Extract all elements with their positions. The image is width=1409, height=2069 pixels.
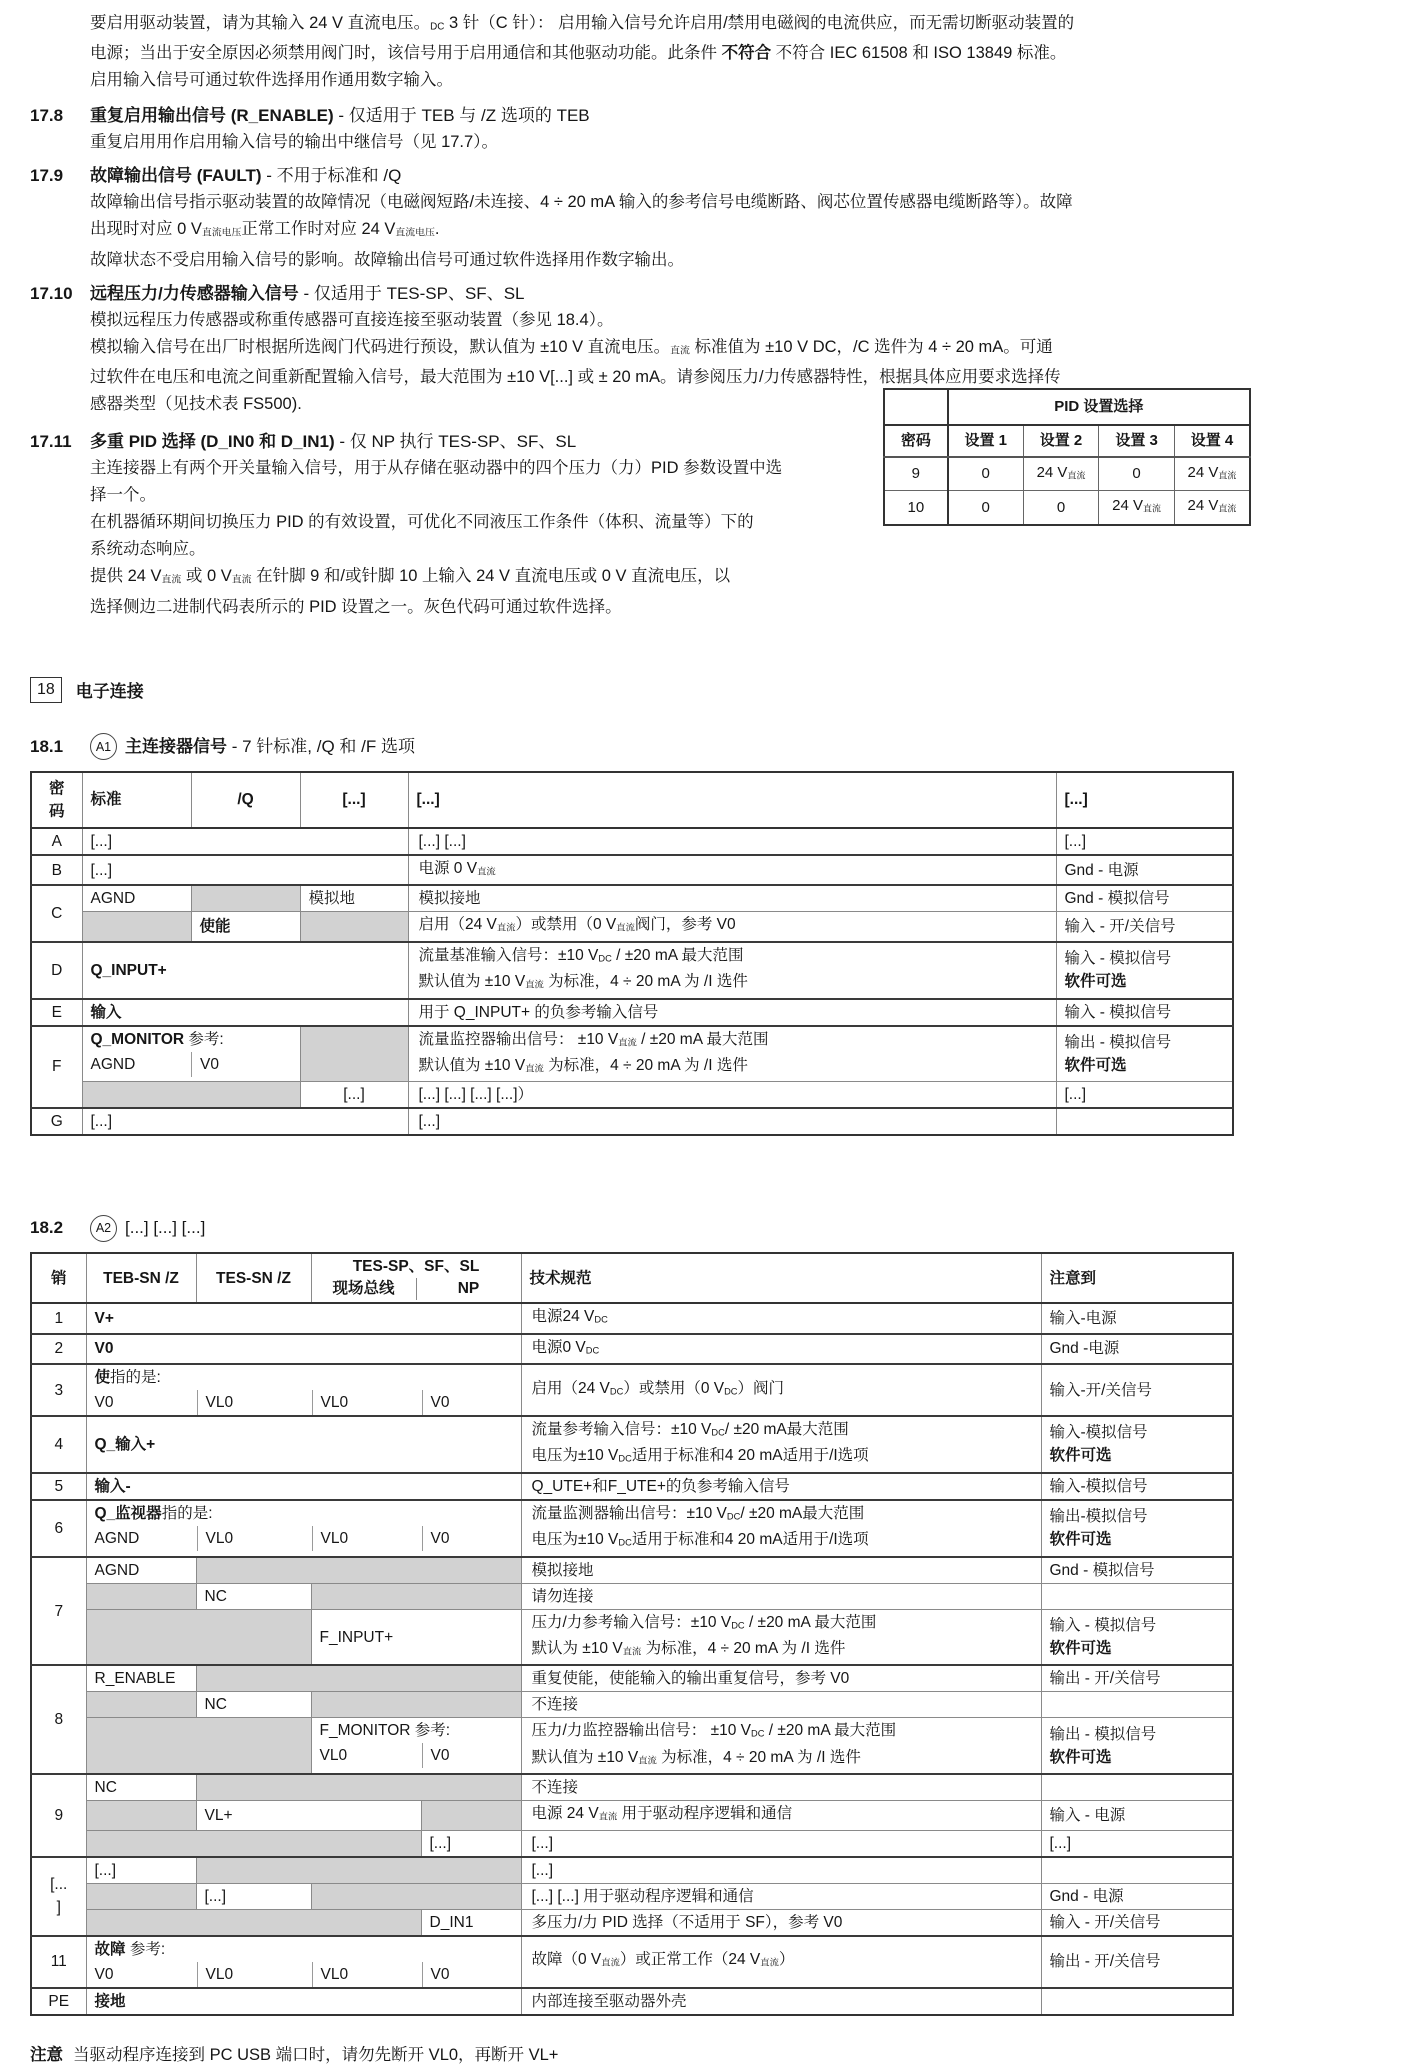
spec-cell: 请勿连接 — [521, 1583, 1041, 1609]
signal-cell: [...] — [82, 1108, 408, 1135]
table-row — [31, 1830, 1233, 1857]
spec-cell: 启用（24 $V_{DC}$）或禁用（0 $V_{DC}$）阀门 — [521, 1364, 1041, 1416]
signal-cell — [311, 1718, 521, 1774]
notes-cell: 输入 - 开/关信号 — [1041, 1909, 1233, 1936]
section-17-9-heading — [30, 162, 1379, 189]
signal-cell: NC — [86, 1774, 196, 1801]
notes-cell: 输入 - 模拟信号 软件可选 — [1041, 1609, 1233, 1665]
signal-cell: [...] — [421, 1830, 521, 1857]
notes-cell: 输入 - 电源 — [1041, 1801, 1233, 1830]
signal-cell: [...] — [196, 1883, 311, 1909]
notes-cell: Gnd - 电源 — [1041, 1883, 1233, 1909]
notes-cell: 输入-开/关信号 — [1041, 1364, 1233, 1416]
subcell: V0 — [94, 1965, 114, 1983]
section-18-1-heading — [30, 733, 1379, 761]
pin-code-cell: G — [31, 1108, 82, 1135]
signal-cell: AGND — [82, 885, 191, 912]
pin-code-cell: C — [31, 885, 82, 941]
pin-cell: PE — [31, 1988, 86, 2015]
description-cell: [...] [...] — [408, 828, 1056, 855]
subcell: AGND — [90, 1055, 136, 1073]
spec-cell: 内部连接至驱动器外壳 — [521, 1988, 1041, 2015]
description-cell: 模拟接地 — [408, 885, 1056, 912]
notes-cell: 输入-模拟信号 — [1041, 1473, 1233, 1500]
signal-cell: 使能 — [191, 912, 300, 942]
section-17-9-body — [90, 189, 1379, 273]
pin-cell: [... ] — [31, 1857, 86, 1936]
signal-cell: 输入- — [86, 1473, 521, 1500]
pin-cell: 5 — [31, 1473, 86, 1500]
table-row — [31, 1718, 1233, 1774]
notes-cell: [...] — [1041, 1830, 1233, 1857]
description-cell: 流量基准输入信号：±10 $V_{DC} / \pm 20$ mA 最大范围 默认值为 ±10 $V_{直流}$ 为标准，4 ÷ 20 mA 为 /I 选件 — [408, 942, 1056, 999]
pid-row — [884, 457, 1250, 491]
table-row — [31, 1303, 1233, 1333]
signal-cell: [...] — [82, 828, 408, 855]
signal-cell: 接地 — [86, 1988, 521, 2015]
col-header-option: [...] — [300, 772, 408, 828]
spec-cell: 电源0 $V_{DC}$ — [521, 1334, 1041, 1364]
pin-code-cell: E — [31, 999, 82, 1026]
pin-cell: 3 — [31, 1364, 86, 1416]
body-line: 在机器循环期间切换压力 PID 的有效设置，可优化不同液压工作条件（体积、流量等）下的 — [90, 513, 754, 532]
notes-cell: 输出 - 模拟信号 软件可选 — [1041, 1718, 1233, 1774]
section-number: 17.10 — [30, 283, 73, 303]
section-17-10-heading — [30, 280, 1379, 307]
col-header-q-option: /Q — [191, 772, 300, 828]
spec-cell: 多压力/力 PID 选择（不适用于 SF），参考 V0 — [521, 1909, 1041, 1936]
table-row — [31, 942, 1233, 999]
pin-cell: 1 — [31, 1303, 86, 1333]
section-number: 18.2 — [30, 1218, 64, 1238]
description-cell: 用于 Q_INPUT+ 的负参考输入信号 — [408, 999, 1056, 1026]
pid-value-cell: 0 — [948, 491, 1024, 525]
body-line: 提供 24 $V_{直流}$ 或 0 $V_{直流}$ 在针脚 9 和/或针脚 10 上输入 24 V 直流电压或 0 V 直流电压，以 — [90, 567, 731, 586]
subcell: V0 — [422, 1743, 521, 1768]
col-header-teb: TEB-SN /Z — [86, 1253, 196, 1303]
disabled-cell — [311, 1883, 521, 1909]
notes-cell: 输入-电源 — [1041, 1303, 1233, 1333]
signal-cell: R_ENABLE — [86, 1665, 196, 1692]
group-subheaders — [312, 1278, 521, 1300]
notes-cell: [...] — [1056, 828, 1233, 855]
section-18-number-box: 18 — [30, 677, 62, 703]
body-line: 择一个。 — [90, 486, 156, 505]
table-row — [31, 855, 1233, 885]
notes-cell — [1041, 1692, 1233, 1718]
pin-code-cell: D — [31, 942, 82, 999]
notes-cell: 输出-模拟信号 软件可选 — [1041, 1500, 1233, 1557]
subcell: VL0 — [319, 1747, 348, 1765]
disabled-cell — [300, 1026, 408, 1082]
section-title: 主连接器信号 - 7 针标准, /Q 和 /F 选项 — [125, 736, 415, 756]
col-header-pin: 销 — [31, 1253, 86, 1303]
section-number: 17.9 — [30, 166, 64, 186]
disabled-cell — [196, 1557, 521, 1584]
table-row — [31, 1883, 1233, 1909]
signal-subcells — [87, 1390, 521, 1415]
subcell: V0 — [191, 1052, 300, 1077]
section-number: 17.8 — [30, 106, 64, 126]
pid-value-cell: 24 $V_{直流}$ — [1023, 457, 1099, 491]
pid-row — [884, 491, 1250, 525]
table-row — [31, 1473, 1233, 1500]
col-header-notes: [...] — [1056, 772, 1233, 828]
description-cell: 电源 0 $V_{直流}$ — [408, 855, 1056, 885]
pin-cell: 11 — [31, 1936, 86, 1988]
pin-cell: 6 — [31, 1500, 86, 1557]
description-cell: 流量监控器输出信号： ±10 $V_{直流} / \pm 20$ mA 最大范围 默认值为 ±10 $V_{直流}$ 为标准，4 ÷ 20 mA 为 /I 选件 — [408, 1026, 1056, 1082]
section-18-title: 电子连接 — [75, 682, 144, 702]
pid-table-title: PID 设置选择 — [948, 389, 1250, 425]
signal-label: Q_MONITOR 参考: — [90, 1030, 224, 1048]
pid-corner-cell — [884, 389, 948, 425]
pin-code-cell: A — [31, 828, 82, 855]
disabled-cell — [311, 1583, 521, 1609]
table-row — [31, 912, 1233, 942]
section-title: [...] [...] [...] — [125, 1218, 206, 1238]
table-row — [31, 999, 1233, 1026]
table-row — [31, 828, 1233, 855]
subcell: VL0 — [312, 1526, 422, 1551]
notes-cell: 输入 - 模拟信号 软件可选 — [1056, 942, 1233, 999]
spec-cell: [...] — [521, 1857, 1041, 1884]
notes-cell: 输出 - 开/关信号 — [1041, 1936, 1233, 1988]
spec-cell: 电源 24 $V_{直流}$ 用于驱动程序逻辑和通信 — [521, 1801, 1041, 1830]
spec-cell: 电源24 $V_{DC}$ — [521, 1303, 1041, 1333]
spec-cell: 故障（0 $V_{直流}$）或正常工作（24 $V_{直流}$） — [521, 1936, 1041, 1988]
notes-cell: [...] — [1056, 1082, 1233, 1109]
disabled-cell — [196, 1857, 521, 1884]
col-header-tes: TES-SN /Z — [196, 1253, 311, 1303]
signal-cell: Q_输入+ — [86, 1416, 521, 1473]
pid-value-cell: 0 — [948, 457, 1024, 491]
notes-cell: 输入-模拟信号 软件可选 — [1041, 1416, 1233, 1473]
body-line: 故障输出信号指示驱动装置的故障情况（电磁阀短路/未连接、4 ÷ 20 mA 输入的参考信号电缆断路、阀芯位置传感器电缆断路等）。故障 — [90, 193, 1073, 212]
signal-subcells — [312, 1743, 521, 1768]
section-title: 故障输出信号 (FAULT) - 不用于标准和 /Q — [90, 166, 402, 186]
pin-cell: 2 — [31, 1334, 86, 1364]
disabled-cell — [82, 1082, 300, 1109]
col-header-fieldbus: 现场总线 — [332, 1280, 395, 1298]
table-row — [31, 1364, 1233, 1416]
signal-cell: [...] — [300, 1082, 408, 1109]
section-number: 17.11 — [30, 432, 72, 452]
signal-cell: V+ — [86, 1303, 521, 1333]
disabled-cell — [196, 1665, 521, 1692]
disabled-cell — [86, 1692, 196, 1718]
signal-cell: VL+ — [196, 1801, 421, 1830]
intro-line: 要启用驱动装置，请为其输入 24 V 直流电压。$_{DC}$ 3 针（C 针）： 启用输入信号允许启用/禁用电磁阀的电流供应，而无需切断驱动装置的 — [90, 14, 1075, 33]
pid-setting-selection-table — [883, 388, 1251, 526]
pid-value-cell: 0 — [1099, 457, 1175, 491]
col-header-standard: 标准 — [82, 772, 191, 828]
spec-cell: 模拟接地 — [521, 1557, 1041, 1584]
spec-cell: 压力/力参考输入信号：±10 $V_{DC} / \pm 20$ mA 最大范围 默认为 ±10 $V_{直流}$ 为标准，4 ÷ 20 mA 为 /I 选件 — [521, 1609, 1041, 1665]
notes-cell — [1041, 1988, 1233, 2015]
table-row — [31, 1665, 1233, 1692]
signal-cell: V0 — [86, 1334, 521, 1364]
disabled-cell — [86, 1583, 196, 1609]
subcell: VL0 — [312, 1962, 422, 1987]
main-connector-signals-table — [30, 771, 1234, 1136]
col-header-code: 密 码 — [31, 772, 82, 828]
signal-label: 故障 参考: — [94, 1940, 166, 1958]
section-number: 18.1 — [30, 736, 64, 756]
signal-subcells — [87, 1962, 521, 1987]
signal-cell: AGND — [86, 1557, 196, 1584]
notes-cell: 输出 - 开/关信号 — [1041, 1665, 1233, 1692]
table-row — [31, 1774, 1233, 1801]
notes-cell: Gnd - 电源 — [1056, 855, 1233, 885]
subcell: VL0 — [312, 1390, 422, 1415]
pid-code-cell: 9 — [884, 457, 948, 491]
connector-a2-badge: A2 — [90, 1215, 117, 1242]
signal-subcells — [87, 1526, 521, 1551]
description-cell: [...] — [408, 1108, 1056, 1135]
signal-label: 使指的是: — [94, 1369, 161, 1387]
body-line: 感器类型（见技术表 FS500). — [90, 395, 302, 414]
notes-cell: Gnd - 模拟信号 — [1041, 1557, 1233, 1584]
pin-code-cell: F — [31, 1026, 82, 1109]
table-row — [31, 1500, 1233, 1557]
signal-cell — [82, 1026, 300, 1082]
section-title: 多重 PID 选择 (D_IN0 和 D_IN1) - 仅 NP 执行 TES-SP、SF、SL — [90, 432, 577, 452]
section-title: 重复启用输出信号 (R_ENABLE) - 仅适用于 TEB 与 /Z 选项的 TEB — [90, 106, 590, 126]
table-row — [31, 1609, 1233, 1665]
disabled-cell — [82, 912, 191, 942]
notes-cell: 输入 - 开/关信号 — [1056, 912, 1233, 942]
pid-col-header-set1: 设置 1 — [948, 425, 1024, 457]
body-line: 过软件在电压和电流之间重新配置输入信号，最大范围为 ±10 V[...] 或 ± 20 mA。请参阅压力/力传感器特性，根据具体应用要求选择传 — [90, 368, 1061, 387]
subcell: V0 — [422, 1390, 521, 1415]
section-title: 远程压力/力传感器输入信号 - 仅适用于 TES-SP、SF、SL — [90, 283, 525, 303]
usb-warning-note — [30, 2042, 1379, 2069]
pid-code-cell: 10 — [884, 491, 948, 525]
table-row — [31, 1082, 1233, 1109]
disabled-cell — [421, 1801, 521, 1830]
body-line: 故障状态不受启用输入信号的影响。故障输出信号可通过软件选择用作数字输出。 — [90, 250, 684, 269]
pid-value-cell: 24 $V_{直流}$ — [1174, 457, 1250, 491]
connector-a1-badge: A1 — [90, 733, 117, 760]
pid-col-header-set3: 设置 3 — [1099, 425, 1175, 457]
pid-value-cell: 24 $V_{直流}$ — [1174, 491, 1250, 525]
col-header-notes: 注意到 — [1041, 1253, 1233, 1303]
subcell: V0 — [422, 1962, 521, 1987]
pid-value-cell: 0 — [1023, 491, 1099, 525]
notes-cell: Gnd -电源 — [1041, 1334, 1233, 1364]
section-18-2-heading — [30, 1214, 1379, 1242]
subcell: VL0 — [197, 1962, 312, 1987]
body-line: 重复启用用作启用输入信号的输出中继信号（见 17.7）。 — [90, 133, 498, 152]
signal-cell: D_IN1 — [421, 1909, 521, 1936]
pid-col-header-code: 密码 — [884, 425, 948, 457]
note-text: 当驱动程序连接到 PC USB 端口时，请勿先断开 VL0，再断开 VL+ — [73, 2045, 559, 2064]
group-title: TES-SP、SF、SL — [352, 1258, 480, 1276]
body-line: 选择侧边二进制代码表所示的 PID 设置之一。灰色代码可通过软件选择。 — [90, 597, 622, 616]
signal-cell: [...] — [86, 1857, 196, 1884]
col-header-spec: 技术规范 — [521, 1253, 1041, 1303]
pin-signals-table — [30, 1252, 1234, 2015]
signal-cell: F_INPUT+ — [311, 1609, 521, 1665]
notes-cell — [1041, 1774, 1233, 1801]
signal-cell — [86, 1936, 521, 1988]
signal-label: F_MONITOR 参考: — [319, 1722, 451, 1740]
table-row — [31, 1801, 1233, 1830]
body-line: 主连接器上有两个开关量输入信号，用于从存储在驱动器中的四个压力（力）PID 参数设置中选 — [90, 459, 783, 478]
pin-cell: 9 — [31, 1774, 86, 1856]
spec-cell: 重复使能，使能输入的输出重复信号，参考 V0 — [521, 1665, 1041, 1692]
body-line: 出现时对应 0 $V_{直流电压}$正常工作时对应 24 $V_{直流电压}$. — [90, 220, 440, 239]
signal-subcells — [83, 1052, 300, 1077]
spec-cell: [...] — [521, 1830, 1041, 1857]
section-17-8-body — [90, 129, 1379, 156]
body-line: 模拟输入信号在出厂时根据所选阀门代码进行预设，默认值为 ±10 V 直流电压。$_{直流}$ 标准值为 ±10 V DC，/C 选件为 4 ÷ 20 mA。可通 — [90, 337, 1053, 357]
table-row — [31, 885, 1233, 912]
table-row — [31, 1936, 1233, 1988]
spec-cell: 不连接 — [521, 1774, 1041, 1801]
pin-cell: 7 — [31, 1557, 86, 1666]
signal-cell: NC — [196, 1583, 311, 1609]
notes-cell: 输入 - 模拟信号 — [1056, 999, 1233, 1026]
body-line: 模拟远程压力传感器或称重传感器可直接连接至驱动装置（参见 18.4）。 — [90, 310, 614, 329]
subcell: VL0 — [197, 1390, 312, 1415]
spec-cell: 压力/力监控器输出信号： ±10 $V_{DC} / \pm 20$ mA 最大范围 默认值为 ±10 $V_{直流}$ 为标准，4 ÷ 20 mA 为 /I 选件 — [521, 1718, 1041, 1774]
section-17-8-heading — [30, 102, 1379, 129]
notes-cell — [1056, 1108, 1233, 1135]
description-cell: 启用（24 $V_{直流}$）或禁用（0 $V_{直流}$阀门，参考 V0 — [408, 912, 1056, 942]
signal-cell: [...] — [82, 855, 408, 885]
signal-cell: 输入 — [82, 999, 408, 1026]
signal-cell — [86, 1500, 521, 1557]
notes-cell — [1041, 1857, 1233, 1884]
signal-cell: NC — [196, 1692, 311, 1718]
body-line: 系统动态响应。 — [90, 540, 206, 559]
disabled-cell — [86, 1801, 196, 1830]
spec-cell: 流量参考输入信号：±10 $V_{DC}/ \pm 20$ mA最大范围 电压为±10 $V_{DC}$适用于标准和4 20 mA适用于/I选项 — [521, 1416, 1041, 1473]
subcell: V0 — [422, 1526, 521, 1551]
disabled-cell — [191, 885, 300, 912]
signal-cell: Q_INPUT+ — [82, 942, 408, 999]
disabled-cell — [196, 1774, 521, 1801]
table-row — [31, 1334, 1233, 1364]
subcell: V0 — [94, 1394, 114, 1412]
intro-line: 电源；当出于安全原因必须禁用阀门时，该信号用于启用通信和其他驱动功能。此条件 不符合 不符合 IEC 61508 和 ISO 13849 标准。 — [90, 44, 1067, 63]
disabled-cell — [86, 1883, 196, 1909]
table-row — [31, 1692, 1233, 1718]
col-header-description: [...] — [408, 772, 1056, 828]
signal-label: Q_监视器指的是: — [94, 1504, 213, 1522]
disabled-cell — [86, 1909, 421, 1936]
table-row — [31, 1026, 1233, 1082]
subcell: VL0 — [197, 1526, 312, 1551]
disabled-cell — [311, 1692, 521, 1718]
pid-value-cell: 24 $V_{直流}$ — [1099, 491, 1175, 525]
spec-cell: 不连接 — [521, 1692, 1041, 1718]
pin-code-cell: B — [31, 855, 82, 885]
spec-cell: 流量监测器输出信号：±10 $V_{DC}/ \pm 20$ mA最大范围 电压为±10 $V_{DC}$适用于标准和4 20 mA适用于/I选项 — [521, 1500, 1041, 1557]
signal-cell — [86, 1364, 521, 1416]
description-cell: [...] [...] [...] [...]） — [408, 1082, 1056, 1109]
notes-cell: 输出 - 模拟信号 软件可选 — [1056, 1026, 1233, 1082]
spec-cell: [...] [...] 用于驱动程序逻辑和通信 — [521, 1883, 1041, 1909]
intro-line: 启用输入信号可通过软件选择用作通用数字输入。 — [90, 71, 453, 90]
pid-col-header-set2: 设置 2 — [1023, 425, 1099, 457]
table-row — [31, 1416, 1233, 1473]
table-row — [31, 1583, 1233, 1609]
disabled-cell — [86, 1609, 311, 1665]
subcell: AGND — [94, 1529, 140, 1547]
notes-cell — [1041, 1583, 1233, 1609]
intro-paragraph — [90, 10, 1379, 94]
disabled-cell — [86, 1718, 311, 1774]
table-row — [31, 1557, 1233, 1584]
table-row — [31, 1909, 1233, 1936]
col-header-tes-sp-group — [311, 1253, 521, 1303]
signal-cell: 模拟地 — [300, 885, 408, 912]
pin-cell: 8 — [31, 1665, 86, 1774]
pin-cell: 4 — [31, 1416, 86, 1473]
note-label: 注意 — [30, 2045, 63, 2064]
col-header-np: NP — [416, 1278, 521, 1300]
disabled-cell — [300, 912, 408, 942]
section-18-heading — [30, 677, 1379, 703]
table-row — [31, 1108, 1233, 1135]
disabled-cell — [86, 1830, 421, 1857]
table-row — [31, 1988, 1233, 2015]
pid-col-header-set4: 设置 4 — [1174, 425, 1250, 457]
spec-cell: Q_UTE+和F_UTE+的负参考输入信号 — [521, 1473, 1041, 1500]
notes-cell: Gnd - 模拟信号 — [1056, 885, 1233, 912]
table-row — [31, 1857, 1233, 1884]
